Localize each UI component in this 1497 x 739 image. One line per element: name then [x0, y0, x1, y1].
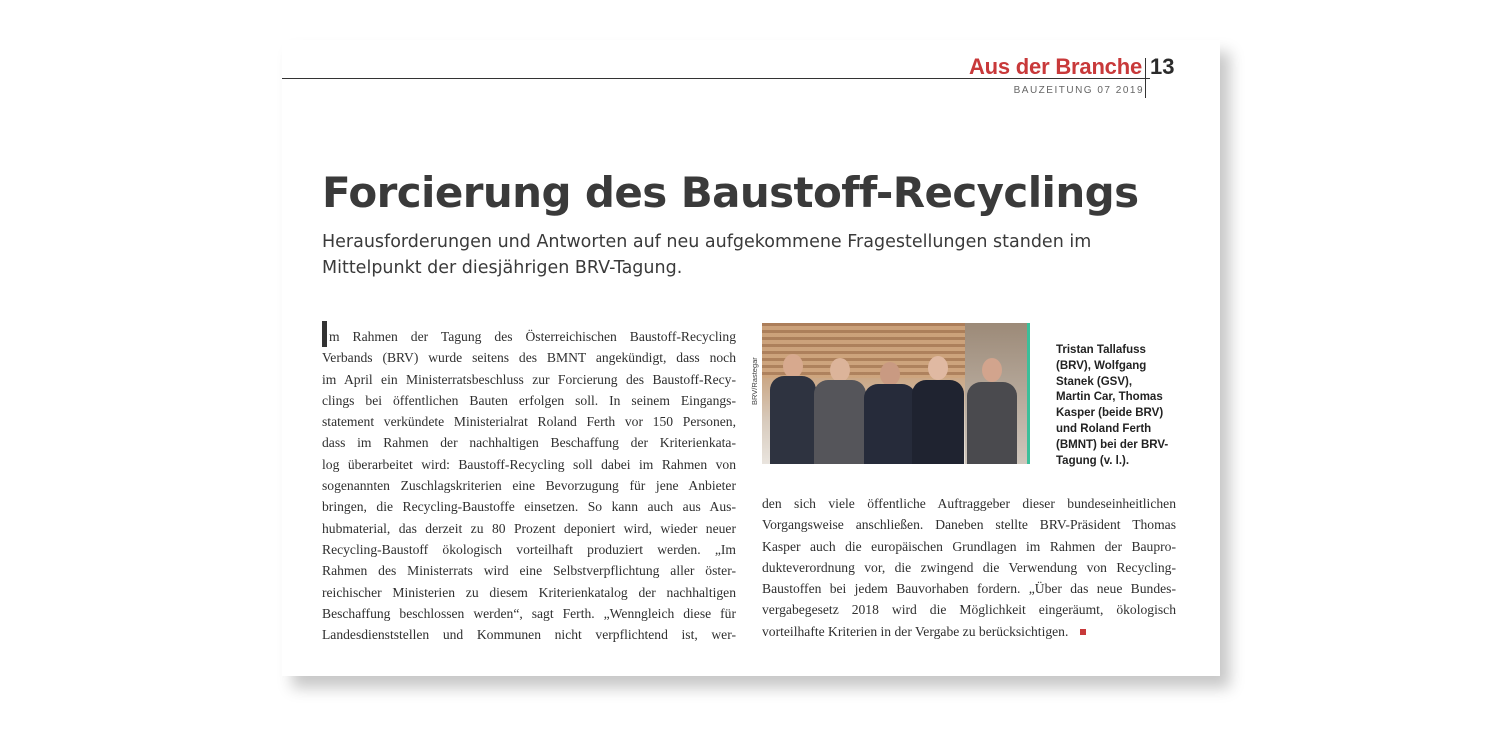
body-line: Verbands (BRV) wurde seitens des BMNT angekündigt, dass noch — [322, 350, 736, 366]
caption-line: Tagung (v. l.). — [1056, 454, 1130, 467]
body-line: m Rahmen der Tagung des Österreichischen Baustoff-Recycling — [322, 321, 736, 347]
page-number: 13 — [1150, 54, 1175, 79]
body-line: bringen, die Recycling-Baustoffe einsetzen. So kann auch aus Aus- — [322, 499, 736, 515]
body-line: hubmaterial, das derzeit zu 80 Prozent deponiert wird, wieder neuer — [322, 520, 736, 536]
body-line: Kasper auch die europäischen Grundlagen im Rahmen der Baupro- — [762, 538, 1176, 554]
body-line: log überarbeitet wird: Baustoff-Recycling soll dabei im Rahmen von — [322, 456, 736, 472]
body-line: Beschaffung beschlossen werden“, sagt Ferth. „Wenngleich diese für — [322, 605, 736, 621]
caption-line: Martin Car, Thomas — [1056, 391, 1163, 404]
section-title: Aus der Branche — [968, 54, 1142, 79]
body-line: dukteverordnung vor, die zwingend die Verwendung von Recycling- — [762, 559, 1176, 575]
body-line: den sich viele öffentliche Auftraggeber dieser bundeseinheitlichen — [762, 496, 1176, 511]
photo-accent-bar — [1027, 323, 1030, 464]
body-line: Vorgangsweise anschließen. Daneben stellte BRV-Präsident Thomas — [762, 517, 1176, 533]
group-photo — [762, 323, 1027, 464]
body-line: Baustoffen bei jedem Bauvorhaben fordern. „Über das neue Bundes- — [762, 581, 1176, 597]
body-line: dass im Rahmen der nachhaltigen Beschaffung der Kriterienkata- — [322, 435, 736, 451]
end-of-article-icon — [1080, 629, 1086, 635]
person-figure — [967, 352, 1017, 464]
person-figure — [864, 356, 916, 464]
magazine-page — [282, 40, 1220, 676]
lead-line: Mittelpunkt der diesjährigen BRV-Tagung. — [322, 258, 683, 278]
article-lead — [322, 229, 1142, 281]
drop-cap — [322, 321, 327, 347]
person-figure — [814, 352, 866, 464]
body-line: Rahmen des Ministerrats wird eine Selbstverpflichtung aller öster- — [322, 563, 736, 579]
body-line: clings bei öffentlichen Bauten erfolgen soll. In seinem Eingangs- — [322, 392, 736, 408]
caption-line: Kasper (beide BRV) — [1056, 407, 1164, 420]
body-line: statement verkündete Ministerialrat Roland Ferth vor 150 Personen, — [322, 414, 736, 430]
caption-line: (BMNT) bei der BRV- — [1056, 438, 1169, 451]
photo-credit: BRV/Rastegar — [750, 357, 759, 405]
body-line: sogenannten Zuschlagskriterien eine Bevorzugung für jene Anbieter — [322, 478, 736, 494]
caption-line: Tristan Tallafuss — [1056, 344, 1146, 356]
body-line: im April ein Ministerratsbeschluss zur Forcierung des Baustoff-Recy- — [322, 371, 736, 387]
body-line: vorteilhafte Kriterien in der Vergabe zu berücksichtigen. — [762, 621, 1176, 642]
right-column — [762, 493, 1176, 642]
caption-line: Stanek (GSV), — [1056, 375, 1133, 388]
left-column — [322, 321, 736, 645]
body-line: Landesdienststellen und Kommunen nicht verpflichtend ist, wer- — [322, 627, 736, 643]
body-line: Recycling-Baustoff ökologisch vorteilhaft produziert werden. „Im — [322, 541, 736, 557]
issue-label: BAUZEITUNG 07 2019 — [1013, 85, 1144, 96]
header-divider — [1145, 58, 1146, 98]
article-headline: Forcierung des Baustoff-Recyclings — [322, 168, 1139, 217]
person-figure — [770, 346, 816, 464]
body-line: reichischer Ministerien zu diesem Kriterienkatalog der nachhaltigen — [322, 584, 736, 600]
photo-caption — [1056, 343, 1186, 469]
body-line: vergabegesetz 2018 wird die Möglichkeit eingeräumt, ökologisch — [762, 602, 1176, 618]
lead-line: Herausforderungen und Antworten auf neu aufgekommene Fragestellungen standen im — [322, 232, 1092, 252]
caption-line: und Roland Ferth — [1056, 422, 1152, 435]
person-figure — [912, 352, 964, 464]
caption-line: (BRV), Wolfgang — [1056, 359, 1147, 372]
